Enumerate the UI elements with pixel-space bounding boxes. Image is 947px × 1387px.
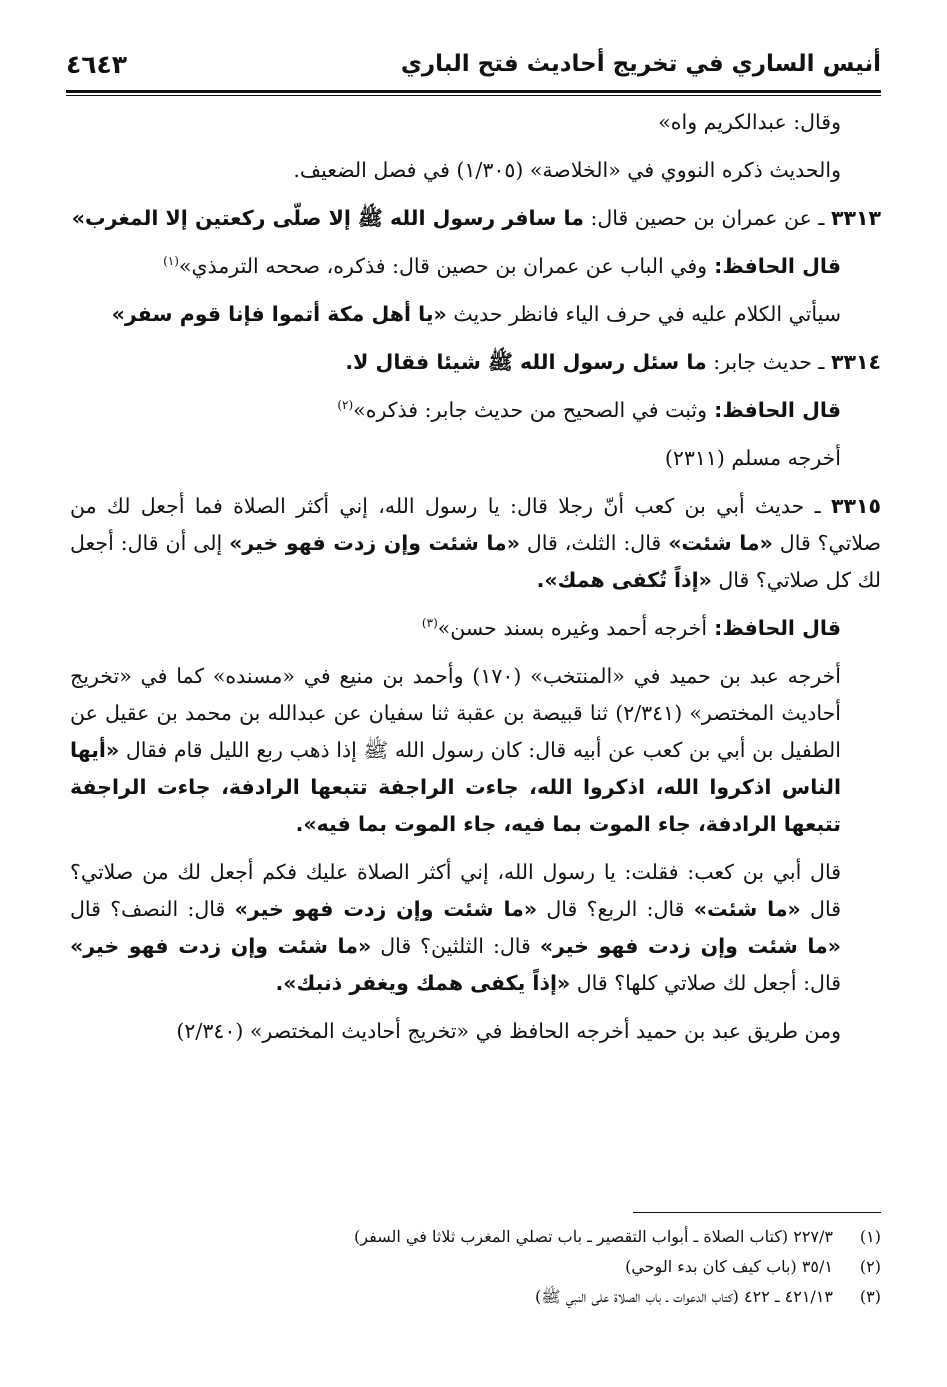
footnote-ref: (٣) (421, 616, 438, 631)
paragraph: والحديث ذكره النووي في «الخلاصة» (١/٣٠٥) في فصل الضعيف. (293, 158, 841, 182)
footnote (180, 1282, 881, 1312)
hafiz-comment: قال الحافظ: وثبت في الصحيح من حديث جابر: فذكره»$^{(٢)}$ (337, 398, 841, 422)
hadith-3313: ٣٣١٣ ـ عن عمران بن حصين قال: ما سافر رسول الله ﷺ إلا صلّى ركعتين إلا المغرب» (71, 206, 881, 230)
hadith-text: ما سئل رسول الله ﷺ شيئا فقال لا. (345, 350, 707, 374)
paragraph: قال أبي بن كعب: فقلت: يا رسول الله، إني أكثر الصلاة عليك فكم أجعل لك من صلاتي؟ قال «ما شئت» قال: الربع؟ قال «ما شئت وإن زدت فهو خير» قال: النصف؟ قال «ما شئت وإن زدت فهو خير» قال: الثلثين؟ قال «ما شئت وإن زدت فهو خير» قال: أجعل لك صلاتي كلها؟ قال «إذاً يكفى همك ويغفر ذنبك». (70, 860, 841, 995)
footnote-number: (٢) (859, 1257, 881, 1276)
hafiz-comment: قال الحافظ: أخرجه أحمد وغيره بسند حسن»$^{(٣)}$ (421, 616, 841, 640)
paragraph: أخرجه مسلم (٢٣١١) (664, 446, 841, 470)
footnote-number: (١) (859, 1227, 881, 1246)
paragraph: وقال: عبدالكريم واه» (658, 110, 841, 134)
header-rule (66, 90, 881, 93)
footnote-number: (٣) (859, 1287, 881, 1306)
footnotes (180, 1222, 881, 1312)
hafiz-label: قال الحافظ: (707, 254, 841, 278)
hadith-number: ٣٣١٤ (830, 350, 881, 374)
hadith-3315: ٣٣١٥ ـ حديث أبي بن كعب أنّ رجلا قال: يا رسول الله، إني أكثر الصلاة فما أجعل لك من صلاتي؟ قال «ما شئت» قال: الثلث، قال «ما شئت وإن زدت فهو خير» إلى أن قال: أجعل لك كل صلاتي؟ قال «إذاً تُكفى همك». (70, 494, 881, 592)
paragraph: سيأتي الكلام عليه في حرف الياء فانظر حديث «يا أهل مكة أتموا فإنا قوم سفر» (111, 302, 841, 326)
footnote-rule (633, 1212, 881, 1213)
hadith-text: ما سافر رسول الله ﷺ إلا صلّى ركعتين إلا المغرب» (71, 206, 584, 230)
hafiz-comment: قال الحافظ: وفي الباب عن عمران بن حصين قال: فذكره، صححه الترمذي»$^{(١)}$ (163, 254, 841, 278)
paragraph: ومن طريق عبد بن حميد أخرجه الحافظ في «تخريج أحاديث المختصر» (٢/٣٤٠) (176, 1019, 841, 1043)
footnote-ref: (٢) (337, 398, 354, 413)
page-number: ٤٦٤٣ (66, 49, 128, 79)
header-rule-thin (66, 95, 881, 96)
footnote-text: ٣٥/١ (باب كيف كان بدء الوحي) (625, 1257, 833, 1276)
main-text (70, 104, 881, 1061)
hadith-number: ٣٣١٥ (830, 494, 881, 518)
footnote (180, 1222, 881, 1252)
paragraph: أخرجه عبد بن حميد في «المنتخب» (١٧٠) وأحمد بن منيع في «مسنده» كما في «تخريج أحاديث المختصر» (٢/٣٤١) ثنا قبيصة بن عقبة ثنا سفيان عن عبدالله بن محمد بن عقيل عن الطفيل بن أبي بن كعب عن أبيه قال: كان رسول الله ﷺ إذا ذهب ربع الليل قام فقال «أيها الناس اذكروا الله، اذكروا الله، جاءت الراجفة تتبعها الرادفة، جاءت الراجفة تتبعها الرادفة، جاء الموت بما فيه، جاء الموت بما فيه». (70, 664, 841, 836)
running-title: أنيس الساري في تخريج أحاديث فتح الباري (400, 51, 881, 77)
hadith-number: ٣٣١٣ (830, 206, 881, 230)
page-header (66, 40, 881, 88)
footnote (180, 1252, 881, 1282)
footnote-text: ٤٢١/١٣ ـ ٤٢٢ (كتاب الدعوات ـ باب الصلاة على النبي ﷺ) (535, 1287, 833, 1306)
hafiz-label: قال الحافظ: (707, 616, 841, 640)
hadith-3314: ٣٣١٤ ـ حديث جابر: ما سئل رسول الله ﷺ شيئا فقال لا. (345, 350, 881, 374)
footnote-text: ٢٢٧/٣ (كتاب الصلاة ـ أبواب التقصير ـ باب تصلي المغرب ثلاثا في السفر) (354, 1227, 833, 1246)
footnote-ref: (١) (163, 254, 179, 269)
hafiz-label: قال الحافظ: (707, 398, 841, 422)
